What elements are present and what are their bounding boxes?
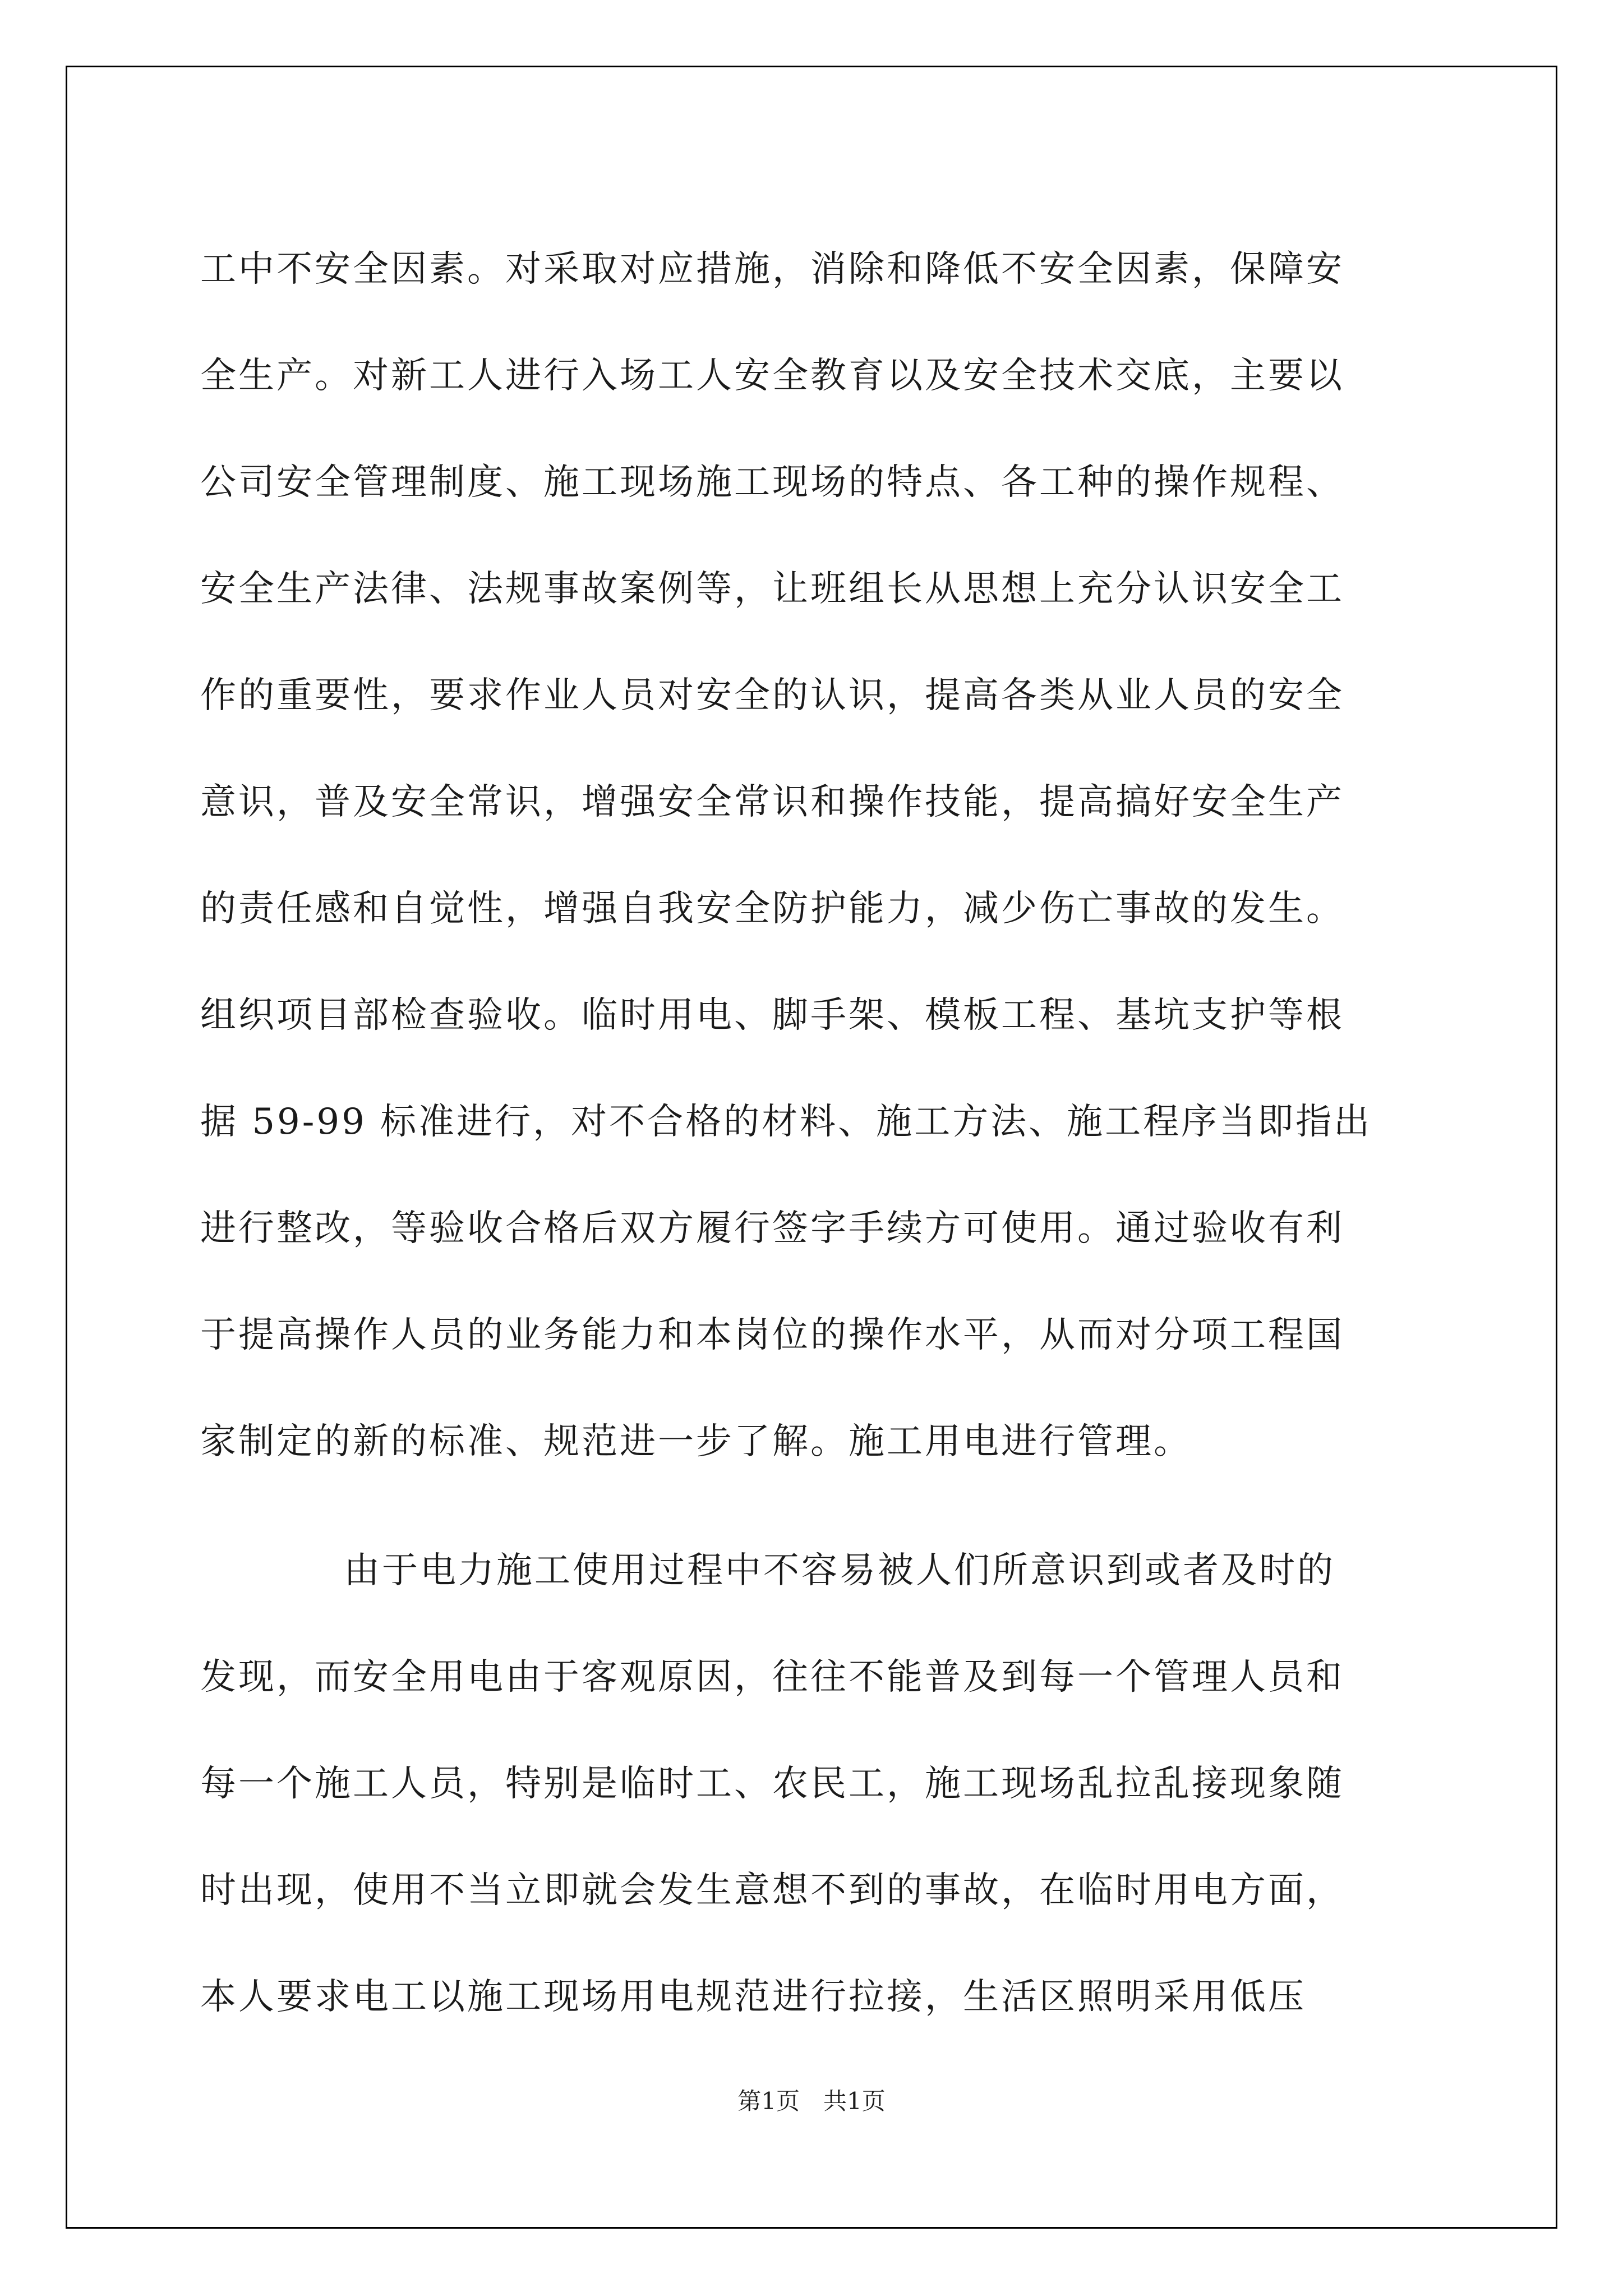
paragraph-1 (200, 216, 1423, 1495)
paragraph-2 (200, 1517, 1423, 2050)
document-body (200, 216, 1423, 2050)
text-line: 进行整改，等验收合格后双方履行签字手续方可使用。通过验收有利 (200, 1208, 1344, 1249)
text-line: 组织项目部检查验收。临时用电、脚手架、模板工程、基坑支护等根 (200, 995, 1344, 1036)
text-line: 据 59-99 标准进行，对不合格的材料、施工方法、施工程序当即指出 (200, 1101, 1372, 1143)
text-line: 工中不安全因素。对采取对应措施，消除和降低不安全因素，保障安 (200, 249, 1344, 290)
page-footer: 第1页 共1页 (737, 2087, 886, 2115)
text-line: 于提高操作人员的业务能力和本岗位的操作水平，从而对分项工程国 (200, 1314, 1344, 1356)
text-line: 发现，而安全用电由于客观原因，往往不能普及到每一个管理人员和 (200, 1657, 1344, 1698)
text-line: 全生产。对新工人进行入场工人安全教育以及安全技术交底，主要以 (200, 355, 1344, 397)
text-line: 每一个施工人员，特别是临时工、农民工，施工现场乱拉乱接现象随 (200, 1763, 1344, 1805)
text-line: 作的重要性，要求作业人员对安全的认识，提高各类从业人员的安全 (200, 675, 1344, 716)
text-line: 时出现，使用不当立即就会发生意想不到的事故，在临时用电方面， (200, 1870, 1344, 1911)
text-line: 本人要求电工以施工现场用电规范进行拉接，生活区照明采用低压 (200, 1976, 1306, 2018)
text-line: 的责任感和自觉性，增强自我安全防护能力，减少伤亡事故的发生。 (200, 888, 1344, 930)
text-line: 安全生产法律、法规事故案例等，让班组长从思想上充分认识安全工 (200, 568, 1344, 610)
paragraph-gap (200, 1495, 1423, 1517)
text-line: 家制定的新的标准、规范进一步了解。施工用电进行管理。 (200, 1421, 1192, 1462)
text-line: 公司安全管理制度、施工现场施工现场的特点、各工种的操作规程、 (200, 462, 1344, 503)
text-line: 由于电力施工使用过程中不容易被人们所意识到或者及时的 (344, 1550, 1335, 1591)
text-line: 意识，普及安全常识，增强安全常识和操作技能，提高搞好安全生产 (200, 781, 1344, 823)
